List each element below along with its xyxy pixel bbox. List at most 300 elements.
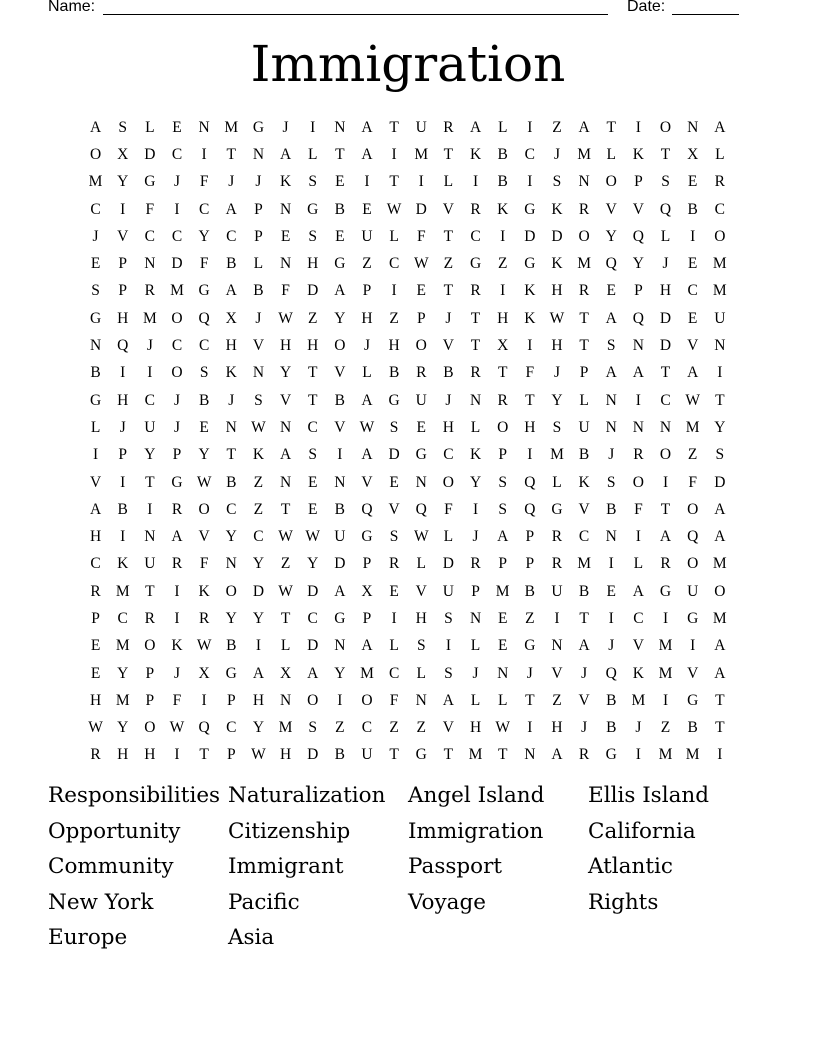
grid-letter: L — [715, 145, 725, 163]
grid-letter: H — [117, 746, 129, 764]
grid-letter: A — [334, 282, 346, 300]
grid-letter: N — [279, 255, 292, 273]
grid-letter: A — [632, 364, 644, 382]
grid-letter: S — [308, 227, 317, 245]
grid-letter: W — [549, 309, 565, 327]
grid-letter: P — [145, 664, 155, 682]
grid-letter: I — [147, 364, 153, 382]
grid-letter: O — [361, 691, 373, 709]
grid-letter: A — [714, 118, 726, 136]
grid-letter: J — [173, 418, 181, 436]
grid-letter: U — [334, 528, 346, 546]
grid-row — [82, 660, 733, 687]
word-search-grid — [82, 114, 733, 769]
grid-letter: J — [581, 719, 588, 737]
grid-letter: C — [226, 719, 237, 737]
grid-letter: G — [659, 582, 672, 600]
grid-letter: A — [497, 528, 509, 546]
grid-letter: I — [310, 118, 316, 136]
grid-letter: I — [635, 118, 641, 136]
grid-letter: X — [687, 145, 699, 163]
grid-letter: M — [360, 664, 374, 682]
grid-letter: I — [418, 173, 424, 191]
grid-letter: E — [687, 173, 698, 191]
grid-letter: H — [252, 691, 265, 709]
grid-letter: J — [472, 528, 479, 546]
grid-letter: I — [120, 364, 126, 382]
grid-letter: H — [551, 337, 563, 355]
grid-letter: M — [685, 746, 700, 764]
grid-letter: Y — [252, 719, 265, 737]
grid-letter: J — [526, 664, 533, 682]
grid-letter: D — [171, 255, 183, 273]
grid-letter: K — [469, 145, 482, 163]
grid-letter: U — [361, 746, 373, 764]
grid-letter: J — [228, 173, 235, 191]
grid-letter: T — [715, 391, 725, 409]
grid-letter: H — [659, 282, 672, 300]
grid-letter: K — [171, 637, 183, 655]
grid-letter: W — [251, 418, 266, 436]
grid-letter: I — [527, 118, 533, 136]
grid-letter: A — [252, 664, 265, 682]
grid-letter: A — [225, 282, 237, 300]
grid-letter: G — [307, 200, 319, 218]
grid-letter: C — [198, 200, 210, 218]
grid-letter: Y — [334, 664, 346, 682]
grid-row — [82, 414, 733, 441]
grid-letter: Y — [469, 473, 482, 491]
grid-letter: B — [334, 500, 345, 518]
grid-letter: D — [524, 227, 536, 245]
grid-letter: K — [252, 446, 265, 464]
grid-letter: P — [634, 173, 643, 191]
grid-letter: T — [443, 145, 454, 163]
grid-letter: F — [688, 473, 697, 491]
grid-row — [82, 223, 733, 250]
grid-letter: A — [578, 118, 590, 136]
grid-letter: L — [470, 637, 481, 655]
grid-letter: Y — [225, 528, 237, 546]
grid-letter: N — [279, 691, 292, 709]
grid-letter: G — [469, 255, 482, 273]
grid-letter: W — [359, 418, 375, 436]
grid-letter: N — [198, 118, 210, 136]
grid-letter: K — [279, 173, 292, 191]
grid-letter: I — [635, 391, 641, 409]
grid-letter: D — [144, 145, 156, 163]
grid-letter: K — [117, 555, 129, 573]
grid-letter: P — [254, 227, 263, 245]
grid-letter: B — [606, 691, 617, 709]
grid-letter: Z — [443, 255, 454, 273]
grid-letter: H — [279, 746, 292, 764]
grid-letter: Z — [307, 309, 318, 327]
grid-letter: M — [631, 691, 646, 709]
grid-letter: E — [416, 282, 426, 300]
grid-letter: Z — [253, 500, 264, 518]
grid-letter: S — [661, 173, 670, 191]
grid-letter: C — [443, 446, 454, 464]
grid-letter: I — [120, 473, 126, 491]
grid-letter: I — [527, 173, 533, 191]
word-bank-item: Atlantic — [588, 854, 673, 880]
grid-letter: C — [171, 145, 183, 163]
grid-letter: P — [226, 691, 236, 709]
grid-letter: O — [334, 337, 346, 355]
grid-letter: A — [361, 145, 373, 163]
grid-letter: P — [118, 282, 128, 300]
grid-letter: K — [551, 200, 563, 218]
grid-letter: Q — [198, 309, 210, 327]
grid-letter: E — [90, 637, 101, 655]
grid-letter: S — [715, 446, 725, 464]
grid-letter: J — [255, 173, 262, 191]
grid-letter: R — [144, 282, 156, 300]
grid-letter: D — [307, 746, 319, 764]
grid-letter: A — [279, 145, 292, 163]
grid-letter: H — [307, 255, 319, 273]
grid-letter: J — [255, 309, 262, 327]
grid-letter: A — [469, 118, 482, 136]
grid-row — [82, 360, 733, 387]
grid-row — [82, 114, 733, 141]
grid-letter: I — [337, 691, 343, 709]
grid-letter: L — [470, 691, 481, 709]
grid-letter: S — [552, 173, 562, 191]
grid-letter: U — [714, 309, 726, 327]
grid-letter: W — [495, 719, 510, 737]
grid-letter: B — [226, 637, 237, 655]
grid-row — [82, 169, 733, 196]
grid-letter: O — [497, 418, 509, 436]
grid-letter: L — [470, 418, 481, 436]
grid-letter: E — [606, 582, 616, 600]
grid-letter: F — [199, 255, 209, 273]
grid-letter: G — [687, 691, 699, 709]
grid-row — [82, 305, 733, 332]
grid-letter: K — [225, 364, 237, 382]
word-bank-item: Europe — [48, 925, 128, 951]
grid-letter: P — [498, 555, 507, 573]
grid-letter: H — [225, 337, 237, 355]
grid-letter: Y — [307, 555, 319, 573]
grid-letter: A — [307, 664, 319, 682]
grid-letter: C — [144, 227, 156, 245]
grid-letter: I — [147, 500, 153, 518]
grid-letter: T — [389, 746, 399, 764]
grid-letter: Z — [253, 473, 264, 491]
grid-letter: R — [171, 555, 183, 573]
grid-letter: W — [305, 528, 321, 546]
grid-letter: P — [362, 609, 372, 627]
grid-letter: B — [334, 391, 345, 409]
grid-letter: P — [525, 528, 535, 546]
grid-letter: T — [660, 364, 671, 382]
date-blank-line — [672, 14, 739, 15]
grid-letter: C — [714, 200, 725, 218]
grid-letter: H — [117, 391, 129, 409]
grid-letter: Q — [605, 664, 617, 682]
grid-letter: M — [712, 255, 727, 273]
grid-letter: O — [171, 364, 183, 382]
grid-letter: E — [90, 664, 101, 682]
word-bank-item: Rights — [588, 889, 659, 915]
grid-letter: T — [470, 337, 481, 355]
grid-letter: L — [497, 118, 508, 136]
grid-letter: L — [579, 391, 589, 409]
grid-letter: V — [442, 719, 454, 737]
grid-letter: S — [389, 528, 399, 546]
grid-letter: E — [687, 309, 698, 327]
grid-letter: B — [388, 364, 400, 382]
grid-letter: N — [632, 337, 644, 355]
grid-letter: M — [658, 637, 673, 655]
grid-letter: A — [442, 691, 454, 709]
grid-letter: Q — [361, 500, 373, 518]
grid-letter: V — [361, 473, 373, 491]
grid-letter: N — [469, 609, 482, 627]
grid-letter: P — [226, 746, 236, 764]
grid-letter: Y — [279, 364, 292, 382]
grid-letter: I — [120, 528, 126, 546]
grid-letter: C — [388, 664, 400, 682]
grid-letter: D — [659, 309, 672, 327]
grid-letter: S — [118, 118, 128, 136]
word-bank-item: Ellis Island — [588, 783, 710, 808]
grid-letter: R — [633, 446, 644, 464]
grid-letter: N — [334, 637, 346, 655]
grid-letter: G — [361, 528, 373, 546]
word-bank-item: Pacific — [228, 889, 300, 915]
grid-letter: E — [389, 582, 399, 600]
grid-letter: Z — [389, 719, 399, 737]
grid-letter: J — [553, 145, 560, 163]
grid-letter: E — [335, 227, 345, 245]
grid-letter: H — [361, 309, 373, 327]
grid-letter: D — [307, 282, 319, 300]
grid-letter: B — [117, 500, 128, 518]
grid-letter: N — [279, 473, 292, 491]
grid-letter: T — [145, 473, 155, 491]
grid-letter: L — [253, 255, 264, 273]
grid-letter: Y — [144, 446, 156, 464]
grid-letter: O — [144, 637, 156, 655]
grid-letter: J — [553, 364, 560, 382]
grid-row — [82, 715, 733, 742]
grid-letter: M — [224, 118, 239, 136]
grid-letter: Q — [524, 500, 536, 518]
grid-letter: I — [472, 173, 479, 191]
grid-letter: T — [606, 118, 616, 136]
grid-letter: Z — [335, 719, 345, 737]
grid-letter: T — [307, 391, 318, 409]
grid-letter: G — [198, 282, 210, 300]
grid-letter: E — [280, 227, 291, 245]
grid-letter: Y — [334, 309, 346, 327]
grid-letter: G — [89, 309, 102, 327]
grid-letter: K — [524, 309, 536, 327]
grid-letter: J — [146, 337, 153, 355]
word-bank-item: California — [588, 818, 696, 844]
grid-letter: U — [415, 391, 427, 409]
grid-letter: C — [470, 227, 481, 245]
grid-letter: E — [416, 418, 426, 436]
grid-letter: Z — [389, 309, 399, 327]
word-bank-item: New York — [48, 889, 154, 915]
grid-letter: F — [634, 500, 643, 518]
name-blank-line — [103, 14, 608, 15]
grid-letter: O — [714, 582, 726, 600]
grid-letter: R — [470, 364, 481, 382]
grid-letter: N — [279, 418, 292, 436]
grid-letter: V — [198, 528, 210, 546]
word-bank-item: Opportunity — [48, 818, 181, 844]
grid-letter: B — [606, 500, 617, 518]
grid-letter: J — [581, 664, 588, 682]
grid-letter: M — [414, 145, 429, 163]
grid-letter: W — [278, 309, 293, 327]
grid-letter: D — [307, 582, 319, 600]
grid-letter: A — [714, 500, 726, 518]
grid-letter: Y — [632, 255, 644, 273]
grid-letter: V — [687, 337, 699, 355]
grid-letter: E — [307, 473, 318, 491]
grid-letter: H — [551, 719, 563, 737]
grid-letter: U — [687, 582, 699, 600]
grid-letter: M — [712, 555, 727, 573]
grid-row — [82, 633, 733, 660]
grid-letter: L — [443, 173, 454, 191]
grid-letter: N — [225, 418, 237, 436]
grid-letter: T — [335, 145, 345, 163]
grid-letter: Z — [552, 118, 562, 136]
grid-letter: G — [144, 173, 156, 191]
grid-letter: A — [89, 118, 102, 136]
grid-letter: P — [118, 255, 128, 273]
grid-letter: O — [687, 555, 699, 573]
grid-letter: O — [578, 227, 590, 245]
grid-letter: T — [389, 118, 399, 136]
grid-letter: S — [254, 391, 263, 409]
grid-letter: B — [90, 364, 101, 382]
grid-letter: R — [90, 746, 101, 764]
grid-letter: I — [717, 364, 723, 382]
grid-letter: U — [442, 582, 454, 600]
grid-letter: I — [717, 746, 723, 764]
grid-letter: I — [500, 282, 506, 300]
grid-letter: F — [199, 173, 209, 191]
grid-letter: D — [388, 446, 400, 464]
grid-letter: J — [608, 637, 615, 655]
grid-letter: P — [525, 555, 535, 573]
grid-letter: S — [606, 473, 616, 491]
grid-letter: Y — [605, 227, 617, 245]
word-bank-item: Passport — [408, 854, 503, 880]
grid-letter: C — [307, 609, 318, 627]
grid-letter: T — [579, 309, 589, 327]
grid-letter: V — [334, 364, 346, 382]
grid-letter: K — [578, 473, 590, 491]
grid-letter: R — [144, 609, 156, 627]
grid-letter: G — [171, 473, 183, 491]
grid-letter: R — [90, 582, 101, 600]
grid-letter: S — [308, 446, 317, 464]
grid-letter: J — [635, 719, 642, 737]
grid-letter: G — [605, 746, 617, 764]
grid-letter: G — [388, 391, 400, 409]
grid-letter: I — [690, 637, 696, 655]
grid-letter: L — [633, 555, 644, 573]
grid-letter: N — [605, 528, 617, 546]
grid-letter: S — [389, 418, 399, 436]
word-bank-item: Naturalization — [228, 783, 386, 808]
word-bank-item: Immigration — [408, 818, 544, 844]
grid-letter: B — [687, 719, 698, 737]
grid-letter: T — [226, 145, 236, 163]
grid-letter: W — [169, 719, 185, 737]
grid-letter: S — [91, 282, 100, 300]
grid-letter: U — [144, 418, 156, 436]
grid-letter: G — [415, 446, 427, 464]
grid-letter: T — [715, 719, 725, 737]
grid-letter: V — [415, 582, 427, 600]
grid-letter: I — [635, 528, 641, 546]
word-bank-item: Citizenship — [228, 818, 351, 844]
grid-letter: A — [225, 200, 237, 218]
grid-letter: V — [551, 664, 563, 682]
grid-letter: I — [527, 446, 533, 464]
grid-letter: Q — [415, 500, 427, 518]
grid-letter: I — [364, 173, 370, 191]
grid-letter: X — [497, 337, 509, 355]
grid-letter: Z — [280, 555, 291, 573]
grid-letter: N — [252, 145, 265, 163]
grid-letter: I — [662, 691, 669, 709]
grid-letter: O — [89, 145, 102, 163]
grid-letter: L — [145, 118, 155, 136]
grid-letter: S — [552, 418, 562, 436]
grid-letter: E — [606, 282, 616, 300]
grid-letter: P — [498, 446, 507, 464]
grid-letter: H — [415, 609, 427, 627]
grid-letter: O — [171, 309, 183, 327]
grid-letter: W — [251, 746, 266, 764]
grid-letter: Z — [497, 255, 508, 273]
grid-letter: W — [386, 200, 402, 218]
grid-letter: H — [469, 719, 482, 737]
grid-letter: D — [415, 200, 427, 218]
grid-letter: G — [252, 118, 265, 136]
grid-letter: T — [497, 364, 508, 382]
grid-letter: B — [443, 364, 454, 382]
grid-letter: N — [334, 473, 346, 491]
grid-letter: Q — [632, 227, 644, 245]
grid-letter: C — [687, 282, 698, 300]
grid-letter: Q — [605, 255, 617, 273]
grid-letter: O — [415, 337, 427, 355]
grid-row — [82, 469, 733, 496]
grid-letter: U — [551, 582, 563, 600]
grid-letter: M — [712, 282, 727, 300]
grid-letter: N — [632, 418, 644, 436]
grid-letter: E — [90, 255, 101, 273]
grid-letter: M — [88, 173, 103, 191]
grid-row — [82, 387, 733, 414]
grid-letter: A — [171, 528, 183, 546]
grid-letter: B — [578, 582, 590, 600]
grid-letter: A — [551, 746, 563, 764]
